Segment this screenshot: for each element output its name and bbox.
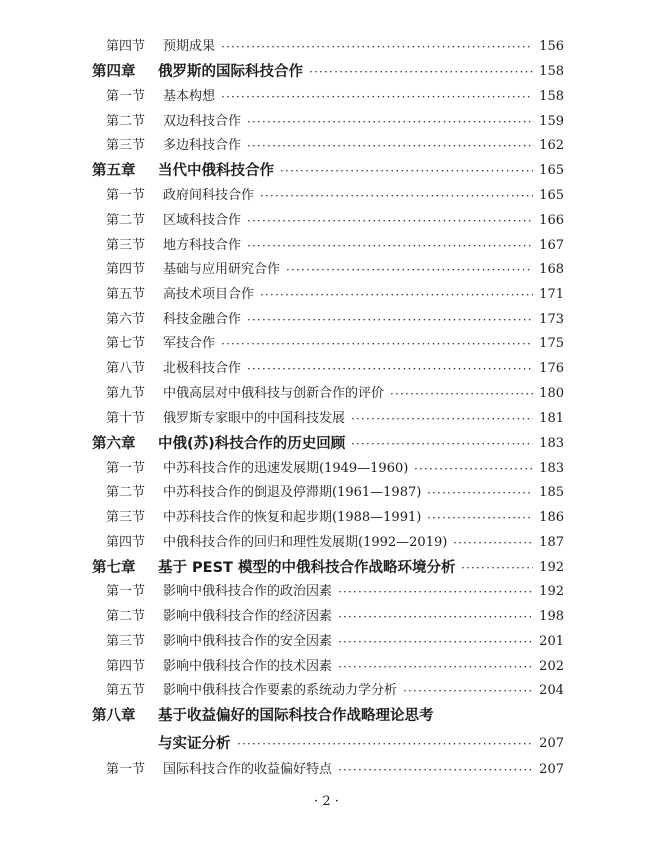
- leader-dots: [338, 606, 533, 628]
- toc-page-number: 181: [539, 411, 564, 426]
- section-title: 国际科技合作的收益偏好特点: [163, 762, 333, 777]
- section-label: 第一节: [106, 188, 146, 203]
- section-label: 第二节: [106, 213, 146, 228]
- toc-chapter-row[interactable]: [0, 733, 653, 755]
- section-title: 基础与应用研究合作: [163, 262, 281, 277]
- leader-dots: [351, 433, 533, 455]
- leader-dots: [338, 759, 533, 781]
- toc-page-number: 158: [539, 89, 564, 104]
- toc-page-number: 186: [539, 510, 564, 525]
- toc-chapter-row[interactable]: [0, 557, 653, 579]
- toc-section-row[interactable]: [0, 235, 653, 257]
- leader-dots: [260, 185, 533, 207]
- toc-page-number: 201: [539, 634, 564, 649]
- section-title: 中苏科技合作的恢复和起步期(1988—1991): [163, 510, 422, 525]
- leader-dots: [453, 532, 533, 554]
- toc-page-number: 183: [539, 461, 564, 476]
- toc-section-row[interactable]: [0, 759, 653, 781]
- toc-page-number: 166: [539, 213, 564, 228]
- toc-page-number: 187: [539, 535, 564, 550]
- leader-dots: [247, 135, 533, 157]
- toc-page-number: 171: [539, 287, 564, 302]
- leader-dots: [237, 733, 533, 755]
- leader-dots: [390, 383, 533, 405]
- section-label: 第四节: [106, 262, 146, 277]
- toc-chapter-row[interactable]: [0, 705, 653, 727]
- toc-section-row[interactable]: [0, 408, 653, 430]
- toc-section-row[interactable]: [0, 86, 653, 108]
- toc-page-number: 165: [539, 188, 564, 203]
- leader-dots: [338, 656, 533, 678]
- leader-dots: [461, 557, 533, 579]
- section-label: 第三节: [106, 238, 146, 253]
- section-label: 第五节: [106, 683, 146, 698]
- leader-dots: [247, 111, 533, 133]
- section-title: 中俄高层对中俄科技与创新合作的评价: [163, 386, 385, 401]
- leader-dots: [221, 36, 533, 58]
- toc-page-number: 167: [539, 238, 564, 253]
- leader-dots: [309, 61, 533, 83]
- section-label: 第四节: [106, 659, 146, 674]
- toc-section-row[interactable]: [0, 333, 653, 355]
- chapter-label: 第五章: [92, 163, 136, 179]
- toc-section-row[interactable]: [0, 210, 653, 232]
- toc-section-row[interactable]: [0, 111, 653, 133]
- section-title: 军技合作: [163, 336, 216, 351]
- chapter-label: 第六章: [92, 436, 136, 452]
- toc-page-number: 156: [539, 39, 564, 54]
- toc-section-row[interactable]: [0, 259, 653, 281]
- leader-dots: [247, 210, 533, 232]
- toc-page-number: 207: [539, 762, 564, 777]
- section-label: 第二节: [106, 609, 146, 624]
- section-title: 双边科技合作: [163, 114, 242, 129]
- toc-chapter-row[interactable]: [0, 160, 653, 182]
- section-title: 科技金融合作: [163, 312, 242, 327]
- section-label: 第三节: [106, 510, 146, 525]
- toc-page-number: 204: [539, 683, 564, 698]
- section-label: 第九节: [106, 386, 146, 401]
- section-label: 第二节: [106, 114, 146, 129]
- section-title: 影响中俄科技合作要素的系统动力学分析: [163, 683, 398, 698]
- toc-section-row[interactable]: [0, 383, 653, 405]
- toc-page-number: 159: [539, 114, 564, 129]
- section-label: 第一节: [106, 461, 146, 476]
- section-title: 政府间科技合作: [163, 188, 255, 203]
- leader-dots: [351, 408, 533, 430]
- leader-dots: [427, 507, 533, 529]
- chapter-title: 俄罗斯的国际科技合作: [158, 64, 303, 80]
- leader-dots: [403, 680, 533, 702]
- toc-section-row[interactable]: [0, 680, 653, 702]
- leader-dots: [286, 259, 533, 281]
- leader-dots: [280, 160, 533, 182]
- toc-section-row[interactable]: [0, 284, 653, 306]
- chapter-title: 当代中俄科技合作: [158, 163, 274, 179]
- toc-section-row[interactable]: [0, 36, 653, 58]
- leader-dots: [414, 458, 533, 480]
- toc-page-number: 165: [539, 163, 564, 178]
- toc-section-row[interactable]: [0, 135, 653, 157]
- section-label: 第五节: [106, 287, 146, 302]
- chapter-title: 基于 PEST 模型的中俄科技合作战略环境分析: [158, 560, 456, 576]
- chapter-title: 与实证分析: [158, 736, 231, 752]
- toc-page-number: 175: [539, 336, 564, 351]
- section-title: 影响中俄科技合作的技术因素: [163, 659, 333, 674]
- section-label: 第四节: [106, 39, 146, 54]
- section-title: 预期成果: [163, 39, 216, 54]
- toc-section-row[interactable]: [0, 606, 653, 628]
- toc-section-row[interactable]: [0, 631, 653, 653]
- section-label: 第三节: [106, 138, 146, 153]
- section-title: 中苏科技合作的倒退及停滞期(1961—1987): [163, 485, 422, 500]
- section-label: 第一节: [106, 89, 146, 104]
- toc-section-row[interactable]: [0, 309, 653, 331]
- toc-section-row[interactable]: [0, 581, 653, 603]
- toc-page-number: 176: [539, 361, 564, 376]
- toc-page-number: 192: [539, 560, 564, 575]
- toc-page-number: 168: [539, 262, 564, 277]
- section-label: 第三节: [106, 634, 146, 649]
- toc-page-number: 180: [539, 386, 564, 401]
- page-number: · 2 ·: [314, 794, 339, 809]
- section-title: 基本构想: [163, 89, 216, 104]
- section-title: 影响中俄科技合作的经济因素: [163, 609, 333, 624]
- toc-page-number: 185: [539, 485, 564, 500]
- section-title: 影响中俄科技合作的安全因素: [163, 634, 333, 649]
- chapter-title: 基于收益偏好的国际科技合作战略理论思考: [158, 708, 434, 724]
- leader-dots: [221, 86, 533, 108]
- toc-section-row[interactable]: [0, 507, 653, 529]
- toc-page-number: 198: [539, 609, 564, 624]
- chapter-label: 第八章: [92, 708, 136, 724]
- toc-page-number: 202: [539, 659, 564, 674]
- section-label: 第八节: [106, 361, 146, 376]
- toc-section-row[interactable]: [0, 532, 653, 554]
- section-label: 第四节: [106, 535, 146, 550]
- toc-page-number: 158: [539, 64, 564, 79]
- toc-page-number: 207: [539, 736, 564, 751]
- toc-page-number: 173: [539, 312, 564, 327]
- toc-page-number: 183: [539, 436, 564, 451]
- toc-section-row[interactable]: [0, 458, 653, 480]
- section-title: 北极科技合作: [163, 361, 242, 376]
- section-title: 俄罗斯专家眼中的中国科技发展: [163, 411, 346, 426]
- toc-page-number: 162: [539, 138, 564, 153]
- toc-section-row[interactable]: [0, 185, 653, 207]
- leader-dots: [338, 581, 533, 603]
- toc-page-number: 192: [539, 584, 564, 599]
- toc-chapter-row[interactable]: [0, 61, 653, 83]
- section-label: 第二节: [106, 485, 146, 500]
- section-title: 地方科技合作: [163, 238, 242, 253]
- section-label: 第一节: [106, 584, 146, 599]
- section-title: 中苏科技合作的迅速发展期(1949—1960): [163, 461, 409, 476]
- section-label: 第六节: [106, 312, 146, 327]
- toc-section-row[interactable]: [0, 482, 653, 504]
- leader-dots: [247, 235, 533, 257]
- leader-dots: [221, 333, 533, 355]
- section-label: 第十节: [106, 411, 146, 426]
- section-label: 第一节: [106, 762, 146, 777]
- leader-dots: [247, 358, 533, 380]
- section-title: 影响中俄科技合作的政治因素: [163, 584, 333, 599]
- chapter-label: 第四章: [92, 64, 136, 80]
- toc-section-row[interactable]: [0, 656, 653, 678]
- leader-dots: [427, 482, 533, 504]
- chapter-title: 中俄(苏)科技合作的历史回顾: [158, 436, 346, 452]
- toc-chapter-row[interactable]: [0, 433, 653, 455]
- section-label: 第七节: [106, 336, 146, 351]
- section-title: 中俄科技合作的回归和理性发展期(1992—2019): [163, 535, 448, 550]
- chapter-label: 第七章: [92, 560, 136, 576]
- leader-dots: [247, 309, 533, 331]
- toc-section-row[interactable]: [0, 358, 653, 380]
- leader-dots: [338, 631, 533, 653]
- section-title: 区域科技合作: [163, 213, 242, 228]
- section-title: 高技术项目合作: [163, 287, 255, 302]
- section-title: 多边科技合作: [163, 138, 242, 153]
- leader-dots: [260, 284, 533, 306]
